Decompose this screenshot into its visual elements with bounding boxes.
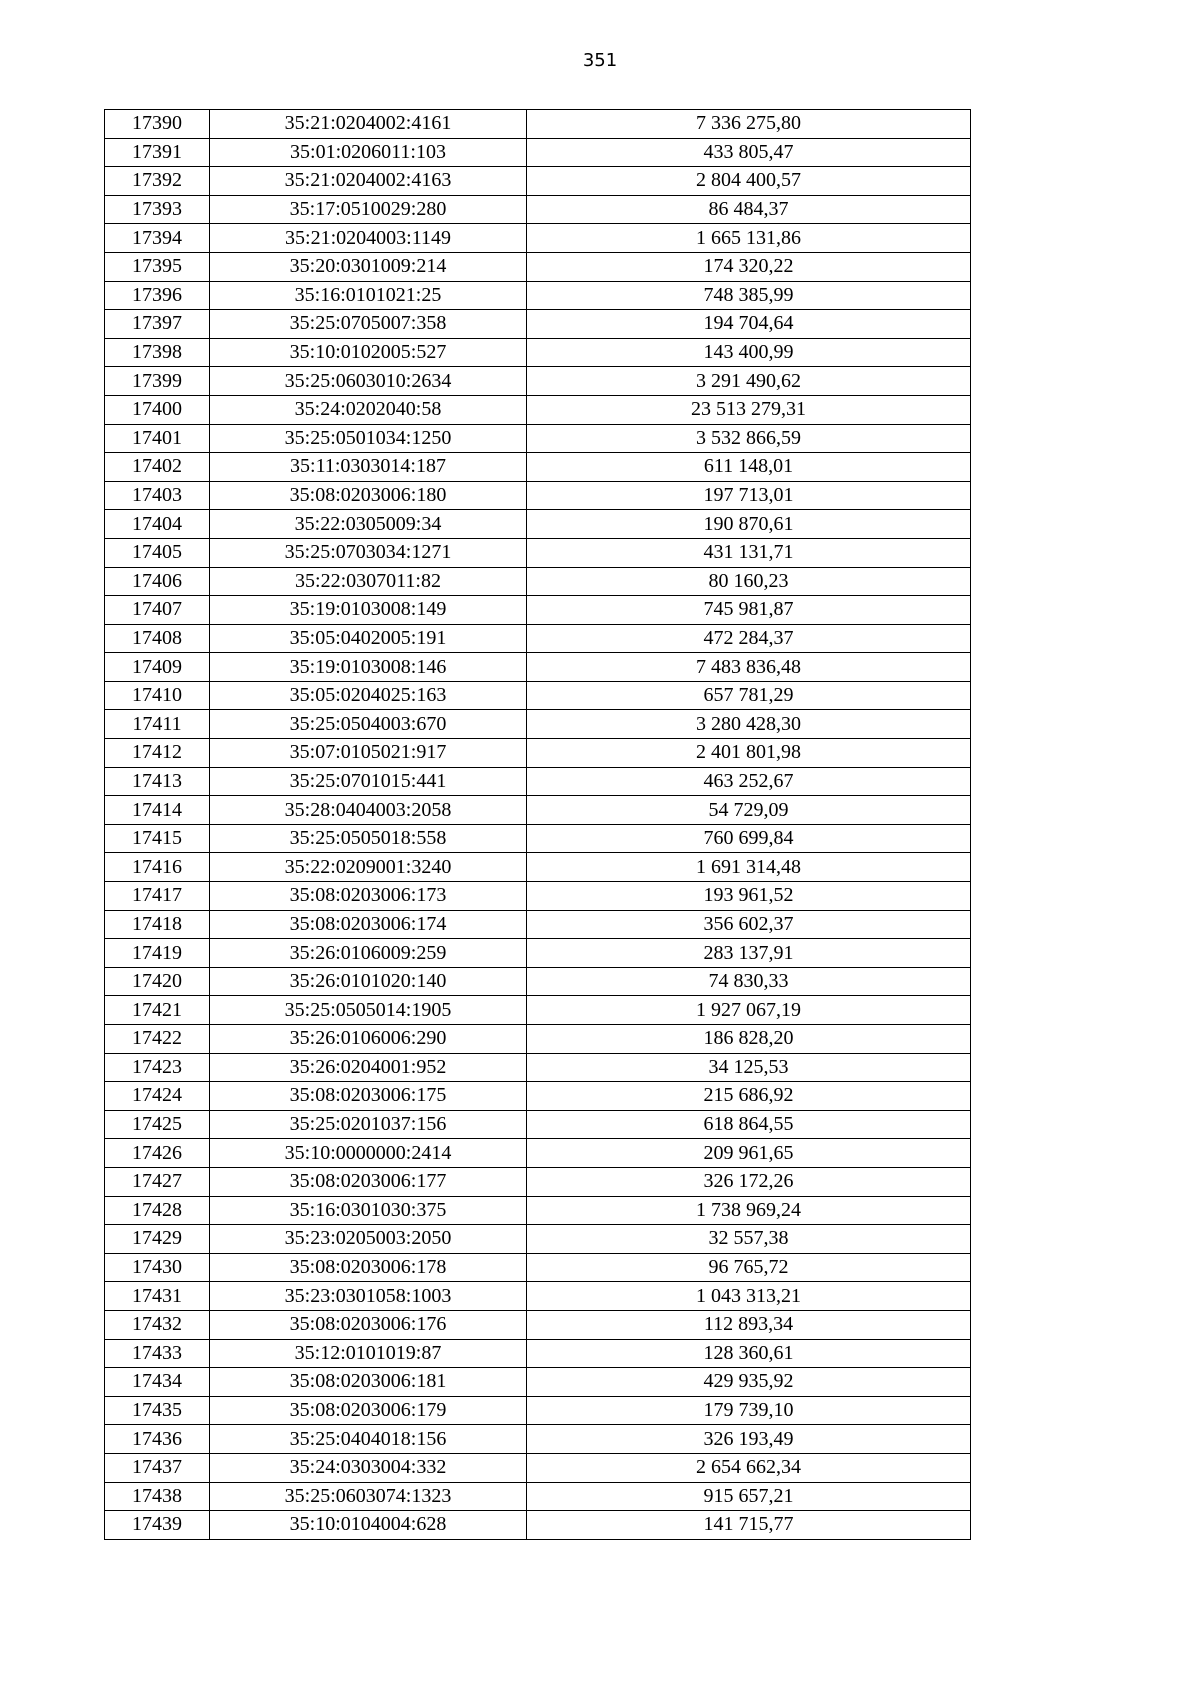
table-row [105, 1425, 971, 1454]
cadastral-number-cell: 35:08:0203006:180 [210, 481, 527, 510]
cadastral-number-cell: 35:23:0205003:2050 [210, 1225, 527, 1254]
cadastral-number-cell: 35:08:0203006:173 [210, 882, 527, 911]
cadastral-value-cell: 96 765,72 [527, 1253, 971, 1282]
cadastral-number-cell: 35:19:0103008:146 [210, 653, 527, 682]
table-row [105, 481, 971, 510]
table-row [105, 596, 971, 625]
cadastral-number-cell: 35:26:0106006:290 [210, 1025, 527, 1054]
row-number-cell: 17393 [105, 195, 210, 224]
table-row [105, 567, 971, 596]
row-number-cell: 17416 [105, 853, 210, 882]
row-number-cell: 17403 [105, 481, 210, 510]
cadastral-value-cell: 657 781,29 [527, 681, 971, 710]
row-number-cell: 17415 [105, 824, 210, 853]
row-number-cell: 17395 [105, 252, 210, 281]
table-row [105, 710, 971, 739]
row-number-cell: 17436 [105, 1425, 210, 1454]
cadastral-number-cell: 35:11:0303014:187 [210, 453, 527, 482]
table-row [105, 1167, 971, 1196]
cadastral-value-cell: 3 291 490,62 [527, 367, 971, 396]
cadastral-value-cell: 128 360,61 [527, 1339, 971, 1368]
cadastral-value-cell: 141 715,77 [527, 1511, 971, 1540]
table-row [105, 252, 971, 281]
cadastral-value-cell: 143 400,99 [527, 338, 971, 367]
row-number-cell: 17400 [105, 395, 210, 424]
cadastral-number-cell: 35:05:0402005:191 [210, 624, 527, 653]
row-number-cell: 17419 [105, 939, 210, 968]
cadastral-number-cell: 35:26:0204001:952 [210, 1053, 527, 1082]
row-number-cell: 17392 [105, 167, 210, 196]
cadastral-number-cell: 35:21:0204003:1149 [210, 224, 527, 253]
cadastral-number-cell: 35:08:0203006:179 [210, 1396, 527, 1425]
table-row [105, 681, 971, 710]
table-row [105, 1082, 971, 1111]
cadastral-number-cell: 35:25:0703034:1271 [210, 538, 527, 567]
table-row [105, 653, 971, 682]
table-row [105, 1110, 971, 1139]
cadastral-value-cell: 1 043 313,21 [527, 1282, 971, 1311]
cadastral-value-cell: 2 401 801,98 [527, 739, 971, 768]
cadastral-value-cell: 34 125,53 [527, 1053, 971, 1082]
cadastral-value-cell: 215 686,92 [527, 1082, 971, 1111]
cadastral-number-cell: 35:25:0603010:2634 [210, 367, 527, 396]
cadastral-value-cell: 179 739,10 [527, 1396, 971, 1425]
row-number-cell: 17439 [105, 1511, 210, 1540]
cadastral-value-cell: 611 148,01 [527, 453, 971, 482]
row-number-cell: 17397 [105, 310, 210, 339]
cadastral-number-cell: 35:21:0204002:4163 [210, 167, 527, 196]
cadastral-number-cell: 35:28:0404003:2058 [210, 796, 527, 825]
row-number-cell: 17410 [105, 681, 210, 710]
cadastral-value-cell: 7 483 836,48 [527, 653, 971, 682]
cadastral-value-cell: 1 665 131,86 [527, 224, 971, 253]
cadastral-number-cell: 35:08:0203006:177 [210, 1167, 527, 1196]
table-row [105, 767, 971, 796]
table-row [105, 967, 971, 996]
table-row [105, 1225, 971, 1254]
cadastral-value-cell: 1 738 969,24 [527, 1196, 971, 1225]
table-row [105, 796, 971, 825]
cadastral-number-cell: 35:10:0000000:2414 [210, 1139, 527, 1168]
cadastral-number-cell: 35:25:0201037:156 [210, 1110, 527, 1139]
cadastral-value-cell: 748 385,99 [527, 281, 971, 310]
row-number-cell: 17432 [105, 1310, 210, 1339]
table-row [105, 853, 971, 882]
cadastral-value-cell: 7 336 275,80 [527, 110, 971, 139]
row-number-cell: 17398 [105, 338, 210, 367]
cadastral-value-cell: 1 691 314,48 [527, 853, 971, 882]
cadastral-number-cell: 35:22:0209001:3240 [210, 853, 527, 882]
row-number-cell: 17418 [105, 910, 210, 939]
row-number-cell: 17429 [105, 1225, 210, 1254]
table-row [105, 1196, 971, 1225]
cadastral-number-cell: 35:10:0104004:628 [210, 1511, 527, 1540]
row-number-cell: 17399 [105, 367, 210, 396]
cadastral-number-cell: 35:01:0206011:103 [210, 138, 527, 167]
cadastral-number-cell: 35:08:0203006:175 [210, 1082, 527, 1111]
cadastral-value-cell: 80 160,23 [527, 567, 971, 596]
table-row [105, 624, 971, 653]
row-number-cell: 17404 [105, 510, 210, 539]
cadastral-value-table [104, 109, 971, 1540]
cadastral-value-cell: 915 657,21 [527, 1482, 971, 1511]
row-number-cell: 17425 [105, 1110, 210, 1139]
table-row [105, 395, 971, 424]
row-number-cell: 17401 [105, 424, 210, 453]
cadastral-number-cell: 35:25:0505018:558 [210, 824, 527, 853]
row-number-cell: 17413 [105, 767, 210, 796]
cadastral-number-cell: 35:07:0105021:917 [210, 739, 527, 768]
table-row [105, 424, 971, 453]
row-number-cell: 17430 [105, 1253, 210, 1282]
row-number-cell: 17423 [105, 1053, 210, 1082]
table-row [105, 1253, 971, 1282]
table-row [105, 824, 971, 853]
cadastral-value-cell: 112 893,34 [527, 1310, 971, 1339]
cadastral-value-cell: 186 828,20 [527, 1025, 971, 1054]
row-number-cell: 17434 [105, 1368, 210, 1397]
table-row [105, 939, 971, 968]
row-number-cell: 17420 [105, 967, 210, 996]
row-number-cell: 17433 [105, 1339, 210, 1368]
cadastral-number-cell: 35:26:0101020:140 [210, 967, 527, 996]
row-number-cell: 17411 [105, 710, 210, 739]
cadastral-number-cell: 35:17:0510029:280 [210, 195, 527, 224]
cadastral-value-cell: 1 927 067,19 [527, 996, 971, 1025]
row-number-cell: 17408 [105, 624, 210, 653]
cadastral-value-cell: 618 864,55 [527, 1110, 971, 1139]
table-row [105, 538, 971, 567]
row-number-cell: 17428 [105, 1196, 210, 1225]
cadastral-number-cell: 35:20:0301009:214 [210, 252, 527, 281]
row-number-cell: 17427 [105, 1167, 210, 1196]
cadastral-number-cell: 35:08:0203006:178 [210, 1253, 527, 1282]
table-row [105, 1368, 971, 1397]
cadastral-value-cell: 2 804 400,57 [527, 167, 971, 196]
row-number-cell: 17421 [105, 996, 210, 1025]
table-row [105, 996, 971, 1025]
cadastral-number-cell: 35:21:0204002:4161 [210, 110, 527, 139]
row-number-cell: 17407 [105, 596, 210, 625]
table-row [105, 910, 971, 939]
cadastral-value-cell: 745 981,87 [527, 596, 971, 625]
row-number-cell: 17422 [105, 1025, 210, 1054]
cadastral-value-cell: 197 713,01 [527, 481, 971, 510]
row-number-cell: 17394 [105, 224, 210, 253]
row-number-cell: 17426 [105, 1139, 210, 1168]
cadastral-number-cell: 35:25:0705007:358 [210, 310, 527, 339]
table-row [105, 882, 971, 911]
cadastral-number-cell: 35:25:0504003:670 [210, 710, 527, 739]
cadastral-value-cell: 174 320,22 [527, 252, 971, 281]
cadastral-value-cell: 326 172,26 [527, 1167, 971, 1196]
cadastral-value-cell: 2 654 662,34 [527, 1453, 971, 1482]
table-row [105, 281, 971, 310]
row-number-cell: 17406 [105, 567, 210, 596]
row-number-cell: 17414 [105, 796, 210, 825]
table-row [105, 310, 971, 339]
cadastral-number-cell: 35:08:0203006:181 [210, 1368, 527, 1397]
table-row [105, 1139, 971, 1168]
cadastral-value-cell: 472 284,37 [527, 624, 971, 653]
table-row [105, 1453, 971, 1482]
cadastral-number-cell: 35:22:0307011:82 [210, 567, 527, 596]
table-body [105, 110, 971, 1540]
cadastral-value-cell: 3 280 428,30 [527, 710, 971, 739]
cadastral-number-cell: 35:05:0204025:163 [210, 681, 527, 710]
cadastral-value-cell: 463 252,67 [527, 767, 971, 796]
cadastral-number-cell: 35:08:0203006:176 [210, 1310, 527, 1339]
cadastral-number-cell: 35:25:0404018:156 [210, 1425, 527, 1454]
cadastral-value-cell: 23 513 279,31 [527, 395, 971, 424]
cadastral-value-cell: 209 961,65 [527, 1139, 971, 1168]
cadastral-value-cell: 433 805,47 [527, 138, 971, 167]
table-row [105, 453, 971, 482]
cadastral-number-cell: 35:08:0203006:174 [210, 910, 527, 939]
cadastral-number-cell: 35:25:0701015:441 [210, 767, 527, 796]
cadastral-value-cell: 356 602,37 [527, 910, 971, 939]
cadastral-number-cell: 35:25:0505014:1905 [210, 996, 527, 1025]
cadastral-number-cell: 35:22:0305009:34 [210, 510, 527, 539]
cadastral-value-cell: 326 193,49 [527, 1425, 971, 1454]
table-row [105, 1310, 971, 1339]
row-number-cell: 17405 [105, 538, 210, 567]
row-number-cell: 17431 [105, 1282, 210, 1311]
cadastral-value-cell: 193 961,52 [527, 882, 971, 911]
cadastral-number-cell: 35:16:0301030:375 [210, 1196, 527, 1225]
cadastral-number-cell: 35:19:0103008:149 [210, 596, 527, 625]
cadastral-value-cell: 54 729,09 [527, 796, 971, 825]
row-number-cell: 17396 [105, 281, 210, 310]
table-row [105, 224, 971, 253]
table-row [105, 1025, 971, 1054]
table-row [105, 110, 971, 139]
table-row [105, 739, 971, 768]
page-number: 351 [582, 50, 618, 71]
table-row [105, 138, 971, 167]
table-row [105, 1396, 971, 1425]
row-number-cell: 17391 [105, 138, 210, 167]
cadastral-number-cell: 35:12:0101019:87 [210, 1339, 527, 1368]
row-number-cell: 17435 [105, 1396, 210, 1425]
table-row [105, 510, 971, 539]
table-row [105, 338, 971, 367]
table-row [105, 1511, 971, 1540]
cadastral-value-cell: 86 484,37 [527, 195, 971, 224]
table-row [105, 1482, 971, 1511]
table-row [105, 1053, 971, 1082]
cadastral-number-cell: 35:23:0301058:1003 [210, 1282, 527, 1311]
cadastral-number-cell: 35:16:0101021:25 [210, 281, 527, 310]
cadastral-value-cell: 429 935,92 [527, 1368, 971, 1397]
cadastral-number-cell: 35:24:0202040:58 [210, 395, 527, 424]
table-row [105, 367, 971, 396]
cadastral-value-cell: 194 704,64 [527, 310, 971, 339]
row-number-cell: 17390 [105, 110, 210, 139]
cadastral-number-cell: 35:10:0102005:527 [210, 338, 527, 367]
cadastral-value-cell: 283 137,91 [527, 939, 971, 968]
cadastral-value-cell: 190 870,61 [527, 510, 971, 539]
row-number-cell: 17402 [105, 453, 210, 482]
row-number-cell: 17438 [105, 1482, 210, 1511]
table-row [105, 1339, 971, 1368]
cadastral-number-cell: 35:25:0603074:1323 [210, 1482, 527, 1511]
row-number-cell: 17412 [105, 739, 210, 768]
cadastral-number-cell: 35:26:0106009:259 [210, 939, 527, 968]
table-row [105, 167, 971, 196]
cadastral-value-cell: 74 830,33 [527, 967, 971, 996]
cadastral-number-cell: 35:25:0501034:1250 [210, 424, 527, 453]
row-number-cell: 17437 [105, 1453, 210, 1482]
cadastral-value-cell: 32 557,38 [527, 1225, 971, 1254]
cadastral-value-cell: 760 699,84 [527, 824, 971, 853]
row-number-cell: 17409 [105, 653, 210, 682]
table-row [105, 1282, 971, 1311]
row-number-cell: 17424 [105, 1082, 210, 1111]
cadastral-value-cell: 431 131,71 [527, 538, 971, 567]
row-number-cell: 17417 [105, 882, 210, 911]
cadastral-number-cell: 35:24:0303004:332 [210, 1453, 527, 1482]
cadastral-value-cell: 3 532 866,59 [527, 424, 971, 453]
table-row [105, 195, 971, 224]
